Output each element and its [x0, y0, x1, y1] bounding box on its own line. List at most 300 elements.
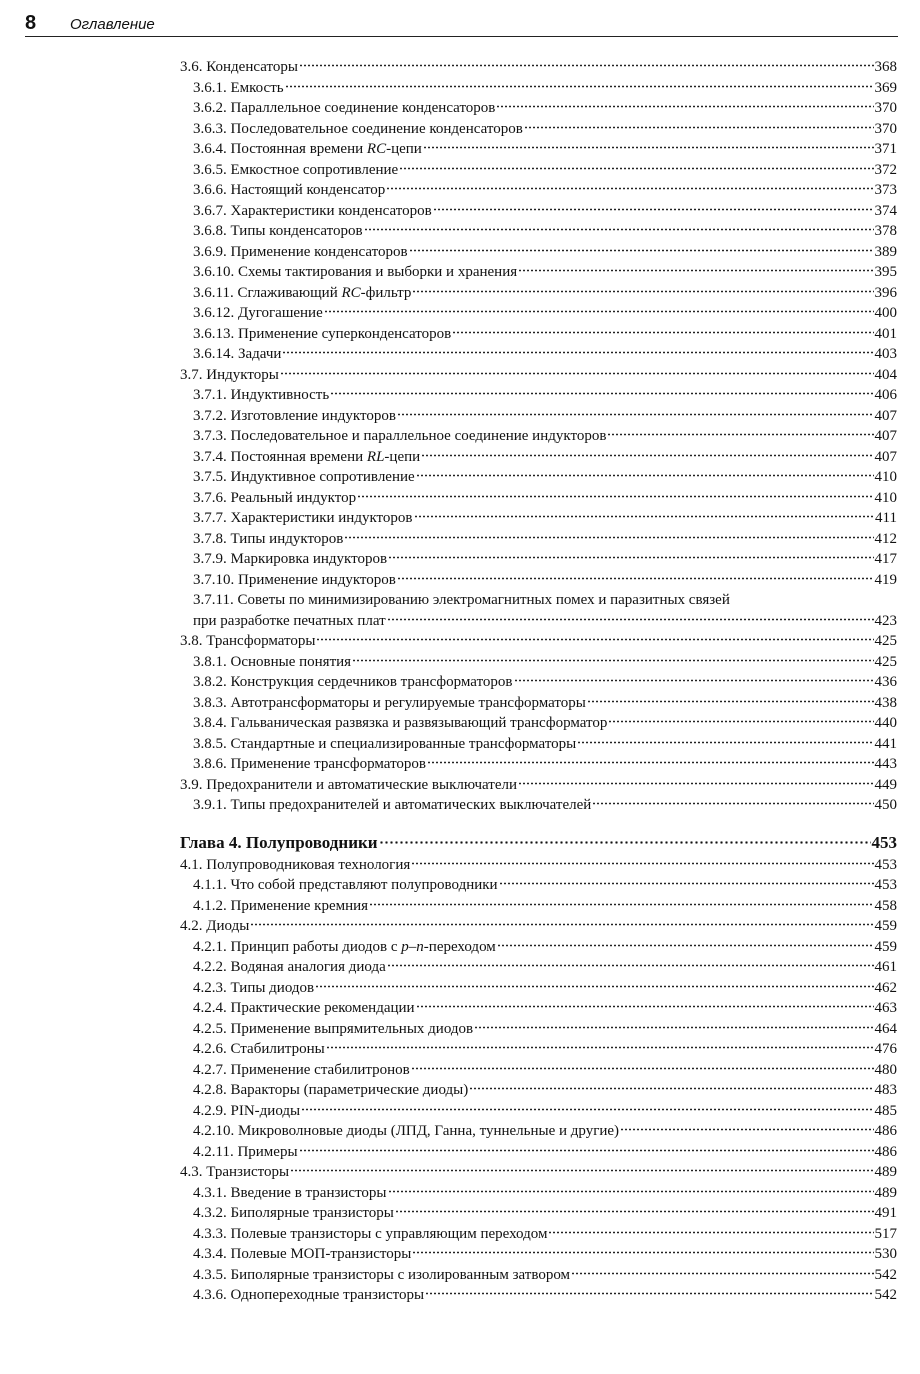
toc-subsection-entry	[180, 937, 897, 958]
toc-section-entry	[180, 855, 897, 876]
toc-page-number: 438	[874, 694, 897, 711]
toc-page-number: 480	[874, 1061, 897, 1078]
toc-subsection-entry	[180, 303, 897, 324]
toc-subsection-entry	[180, 78, 897, 99]
toc-subsection-entry	[180, 508, 897, 529]
toc-page-number: 370	[874, 120, 897, 137]
toc-entry-title-text: 3.7.10. Применение индукторов	[193, 571, 396, 588]
toc-subsection-entry	[180, 1203, 897, 1224]
toc-subsection-entry	[180, 1142, 897, 1163]
toc-page-number: 440	[874, 715, 897, 731]
toc-page-number: 453	[874, 856, 897, 873]
dot-leader	[352, 659, 873, 662]
toc-page-number: 412	[874, 530, 897, 547]
dot-leader	[514, 679, 874, 682]
toc-entry-title	[193, 693, 586, 714]
toc-entry-title	[193, 652, 351, 673]
toc-entry-title-text: 4.3.1. Введение в транзисторы	[193, 1184, 387, 1201]
toc-subsection-entry	[180, 754, 897, 775]
toc-chapter-entry	[180, 831, 897, 855]
toc-entry-title-text: 4.2.3. Типы диодов	[193, 979, 315, 996]
toc-subsection-entry	[180, 447, 897, 468]
toc-page-number: 517	[874, 1225, 897, 1242]
dot-leader	[397, 413, 874, 416]
toc-subsection-entry	[180, 998, 897, 1019]
toc-entry-title	[180, 57, 298, 78]
dot-leader	[416, 474, 874, 477]
toc-page-number: 370	[874, 100, 897, 116]
toc-section-entry	[180, 57, 897, 78]
dot-leader	[433, 208, 874, 211]
toc-page-number: 400	[874, 305, 897, 321]
toc-entry-title-text: 3.6.6. Настоящий конденсатор	[193, 182, 386, 198]
toc-subsection-entry	[180, 713, 897, 734]
dot-leader	[364, 228, 874, 231]
toc-entry-title	[193, 242, 408, 263]
page-number: 8	[25, 12, 37, 34]
toc-subsection-entry	[180, 324, 897, 345]
dot-leader	[386, 187, 873, 190]
toc-subsection-entry	[180, 180, 897, 201]
toc-page-number: 461	[874, 959, 897, 975]
toc-page-number: 542	[874, 1287, 897, 1303]
toc-page-number: 425	[874, 633, 897, 649]
toc-page-number: 453	[871, 832, 897, 852]
dot-leader	[469, 1087, 873, 1090]
toc-entry-title-text: 4.1.2. Применение кремния	[193, 897, 369, 914]
toc-page-number: 406	[874, 387, 897, 403]
dot-leader	[409, 249, 874, 252]
dot-leader	[524, 126, 874, 129]
toc-entry-title-text: Глава 4. Полупроводники	[180, 832, 378, 852]
toc-entry-title-text: 3.8. Трансформаторы	[180, 633, 316, 649]
toc-subsection-entry	[180, 611, 897, 632]
toc-entry-title	[193, 1244, 411, 1265]
toc-subsection-entry	[180, 283, 897, 304]
toc-subsection-entry	[180, 1265, 897, 1286]
toc-entry-title-text: 3.7.6. Реальный индуктор	[193, 489, 357, 506]
dot-leader	[280, 372, 874, 375]
toc-subsection-entry	[180, 98, 897, 119]
toc-subsection-entry	[180, 139, 897, 160]
toc-page-number: 458	[874, 897, 897, 914]
toc-entry-title	[193, 570, 396, 591]
dot-leader	[427, 761, 873, 764]
toc-subsection-entry	[180, 242, 897, 263]
toc-page-number: 401	[874, 325, 897, 342]
toc-page-number: 489	[874, 1184, 897, 1201]
dot-leader	[315, 985, 873, 988]
toc-entry-title-text: 3.6.5. Емкостное сопротивление	[193, 161, 399, 178]
toc-entry-title	[193, 426, 606, 447]
toc-entry-title-text: 3.8.6. Применение трансформаторов	[193, 756, 427, 772]
toc-subsection-entry	[180, 1244, 897, 1265]
toc-subsection-entry	[180, 160, 897, 181]
toc-subsection-entry	[180, 652, 897, 673]
dot-leader	[379, 841, 871, 844]
toc-page-number: 462	[874, 979, 897, 996]
dot-leader	[577, 741, 873, 744]
toc-page-number: 410	[874, 489, 897, 506]
toc-entry-title	[193, 447, 420, 468]
toc-entry-title-text: 4.2. Диоды	[180, 918, 250, 934]
toc-entry-title-text: 4.2.5. Применение выпрямительных диодов	[193, 1020, 474, 1037]
toc-entry-title-text: 4.2.10. Микроволновые диоды (ЛПД, Ганна, туннельные и другие)	[193, 1123, 620, 1139]
toc-entry-title-text: 3.6.10. Схемы тактирования и выборки и хранения	[193, 264, 518, 280]
toc-subsection-entry	[180, 957, 897, 978]
toc-page-number: 374	[874, 202, 897, 219]
dot-leader	[571, 1272, 873, 1275]
toc-entry-title-text: 4.2.11. Примеры	[193, 1143, 298, 1160]
toc-entry-title-text: 3.6.14. Задачи	[193, 346, 282, 362]
toc-entry-title-text: 3.7.7. Характеристики индукторов	[193, 510, 413, 526]
dot-leader	[425, 1292, 873, 1295]
toc-page-number: 443	[874, 756, 897, 772]
toc-entry-title	[193, 385, 329, 406]
dot-leader	[592, 802, 873, 805]
toc-page-number: 419	[874, 571, 897, 588]
toc-entry-title	[193, 508, 413, 529]
toc-entry-title	[193, 1060, 410, 1081]
toc-page-number: 491	[874, 1205, 897, 1221]
toc-entry-title	[193, 283, 411, 304]
toc-subsection-entry	[180, 1039, 897, 1060]
toc-entry-title-text: 3.8.3. Автотрансформаторы и регулируемые трансформаторы	[193, 694, 586, 711]
toc-entry-title-text: 3.6.7. Характеристики конденсаторов	[193, 202, 432, 219]
toc-subsection-entry	[180, 1224, 897, 1245]
toc-page-number: 486	[874, 1123, 897, 1139]
toc-page-number: 453	[874, 877, 897, 893]
dot-leader	[518, 269, 873, 272]
dot-leader	[344, 536, 873, 539]
toc-entry-title-text: 3.6.12. Дугогашение	[193, 305, 323, 321]
toc-entry-title	[193, 201, 432, 222]
toc-page-number: 396	[874, 284, 897, 301]
toc-page-number: 378	[874, 223, 897, 239]
toc-subsection-entry	[180, 978, 897, 999]
dot-leader	[301, 1108, 873, 1111]
toc-page-number: 450	[874, 797, 897, 813]
toc-entry-title-text: 3.9. Предохранители и автоматические выключатели	[180, 776, 518, 793]
dot-leader	[411, 1067, 874, 1070]
toc-entry-title-text: 3.8.4. Гальваническая развязка и развязывающий трансформатор	[193, 715, 608, 731]
toc-entry-title	[193, 262, 517, 283]
toc-entry-title-text: 4.3.4. Полевые МОП-транзисторы	[193, 1246, 412, 1262]
toc-entry-title-text: 3.7.5. Индуктивное сопротивление	[193, 469, 415, 485]
dot-leader	[452, 331, 873, 334]
toc-entry-title	[193, 978, 314, 999]
toc-entry-title-text: 4.2.2. Водяная аналогия диода	[193, 959, 386, 975]
toc-entry-title-text: 3.7.2. Изготовление индукторов	[193, 407, 396, 424]
toc-page-number: 407	[874, 407, 897, 424]
toc-entry-title	[193, 160, 398, 181]
toc-page-number: 485	[874, 1102, 897, 1119]
toc-entry-title-italic: p–n	[401, 938, 424, 955]
toc-entry-title	[193, 1203, 394, 1224]
toc-entry-title	[193, 221, 363, 242]
toc-entry-title-text: 3.7.8. Типы индукторов	[193, 530, 344, 547]
dot-leader	[416, 1005, 874, 1008]
toc-subsection-entry	[180, 1060, 897, 1081]
toc-entry-title	[193, 529, 343, 550]
toc-page-number: 425	[874, 653, 897, 670]
toc-subsection-entry	[180, 529, 897, 550]
toc-subsection-entry	[180, 549, 897, 570]
dot-leader	[282, 351, 873, 354]
toc-entry-title-italic: RC	[341, 284, 361, 301]
toc-entry-title	[193, 998, 415, 1019]
toc-subsection-entry	[180, 488, 897, 509]
toc-entry-title	[193, 1019, 473, 1040]
toc-page-number: 369	[874, 79, 897, 96]
toc-page-number: 371	[874, 141, 897, 157]
toc-entry-title-text: 4.3.3. Полевые транзисторы с управляющим переходом	[193, 1225, 548, 1242]
toc-subsection-entry	[180, 734, 897, 755]
toc-entry-title-text: 4.2.9. PIN-диоды	[193, 1102, 301, 1119]
toc-entry-title-text: 4.3.5. Биполярные транзисторы с изолированным затвором	[193, 1266, 571, 1283]
toc-entry-title-continuation: при разработке печатных плат	[193, 612, 386, 629]
running-header	[25, 10, 898, 37]
toc-page-number: 459	[874, 938, 897, 955]
dot-leader	[620, 1128, 873, 1131]
toc-page-number: 368	[874, 59, 897, 75]
toc-entry-title-text: 3.9.1. Типы предохранителей и автоматических выключателей	[193, 797, 592, 813]
dot-leader	[518, 782, 873, 785]
dot-leader	[369, 903, 873, 906]
toc-entry-title	[180, 916, 249, 937]
dot-leader	[411, 862, 873, 865]
toc-entry-title-text: 3.6.13. Применение суперконденсаторов	[193, 325, 452, 342]
toc-page-number: 410	[874, 469, 897, 485]
dot-leader	[324, 310, 874, 313]
running-title: Оглавление	[70, 16, 155, 33]
toc-section-entry	[180, 365, 897, 386]
toc-page-number: 404	[874, 366, 897, 383]
toc-page-number: 441	[874, 735, 897, 752]
toc-section-entry	[180, 631, 897, 652]
toc-entry-title	[193, 467, 415, 488]
toc-page-number: 476	[874, 1041, 897, 1057]
toc-entry-title	[193, 937, 496, 958]
toc-entry-title-text: 3.6.8. Типы конденсаторов	[193, 223, 363, 239]
toc-subsection-entry	[180, 672, 897, 693]
toc-subsection-entry	[180, 426, 897, 447]
toc-page-number: 407	[874, 448, 897, 465]
toc-subsection-entry	[180, 1080, 897, 1101]
toc-entry-title-text: 3.7.1. Индуктивность	[193, 387, 330, 403]
toc-page-number: 459	[874, 918, 897, 934]
toc-entry-title-text: 3.6.4. Постоянная времени	[193, 141, 367, 157]
dot-leader	[395, 1210, 874, 1213]
dot-leader	[387, 618, 874, 621]
toc-subsection-entry	[180, 262, 897, 283]
toc-entry-title	[193, 795, 591, 816]
toc-entry-title	[193, 324, 451, 345]
toc-entry-title	[193, 549, 387, 570]
dot-leader	[412, 1251, 873, 1254]
toc-entry-title-suffix: -фильтр	[360, 284, 412, 301]
dot-leader	[421, 454, 873, 457]
toc-page-number: 542	[874, 1266, 897, 1283]
dot-leader	[474, 1026, 873, 1029]
toc-subsection-entry	[180, 385, 897, 406]
toc-page-number: 407	[874, 428, 897, 444]
toc-page-number: 530	[874, 1246, 897, 1262]
dot-leader	[607, 433, 873, 436]
toc-entry-title	[193, 1121, 619, 1142]
toc-entry-title-suffix: -переходом	[423, 938, 496, 955]
toc-entry-title	[193, 1285, 424, 1306]
dot-leader	[608, 720, 873, 723]
toc-entry-title-text: 4.3.2. Биполярные транзисторы	[193, 1205, 394, 1221]
toc-page-number: 417	[874, 551, 897, 567]
toc-section-entry	[180, 1162, 897, 1183]
toc-subsection-entry	[180, 896, 897, 917]
toc-subsection-entry	[180, 201, 897, 222]
toc-entry-title-italic: RL	[366, 448, 385, 465]
toc-subsection-entry	[180, 1285, 897, 1306]
dot-leader	[290, 1169, 873, 1172]
toc-entry-title	[193, 1265, 570, 1286]
toc-page-number: 372	[874, 161, 897, 178]
toc-subsection-entry	[180, 1019, 897, 1040]
toc-entry-title-text: 4.1.1. Что собой представляют полупроводники	[193, 877, 498, 893]
toc-page-number: 463	[874, 1000, 897, 1016]
dot-leader	[414, 515, 875, 518]
toc-entry-title	[193, 875, 498, 896]
toc-entry-title-text: 3.6.2. Параллельное соединение конденсаторов	[193, 100, 496, 116]
dot-leader	[388, 1190, 874, 1193]
toc-entry-title	[180, 631, 315, 652]
toc-entry-title	[193, 672, 513, 693]
dot-leader	[412, 290, 873, 293]
toc-subsection-entry	[180, 1121, 897, 1142]
toc-section-entry	[180, 775, 897, 796]
toc-entry-title-text: 3.6.11. Сглаживающий	[193, 284, 342, 301]
dot-leader	[388, 556, 873, 559]
toc-entry-title	[193, 734, 576, 755]
toc-entry-title-text: 4.3.6. Однопереходные транзисторы	[193, 1287, 425, 1303]
toc-entry-title	[193, 180, 385, 201]
toc-page-number: 489	[874, 1164, 897, 1180]
dot-leader	[326, 1046, 874, 1049]
toc-subsection-entry	[180, 875, 897, 896]
toc-entry-title-text: 4.2.7. Применение стабилитронов	[193, 1061, 410, 1078]
toc-subsection-entry	[180, 693, 897, 714]
toc-entry-title-text: 4.3. Транзисторы	[180, 1164, 290, 1180]
toc-entry-title	[180, 1162, 289, 1183]
toc-entry-title	[193, 1080, 468, 1101]
toc-entry-title	[193, 303, 323, 324]
toc-entry-title-text: 3.6.9. Применение конденсаторов	[193, 243, 408, 260]
toc-page-number: 373	[874, 182, 897, 198]
dot-leader	[587, 700, 874, 703]
toc-entry-title	[193, 1101, 300, 1122]
dot-leader	[496, 105, 873, 108]
toc-page-number: 483	[874, 1082, 897, 1098]
toc-entry-title-text: 3.7.9. Маркировка индукторов	[193, 551, 388, 567]
toc-entry-title-text: 4.1. Полупроводниковая технология	[180, 856, 411, 873]
toc-entry-title	[193, 1224, 547, 1245]
toc-page-number: 389	[874, 243, 897, 260]
toc-page-number: 486	[874, 1143, 897, 1160]
toc-entry-title-text: 3.8.1. Основные понятия	[193, 653, 352, 670]
toc-subsection-entry	[180, 795, 897, 816]
toc-entry-title-text: 3.7.4. Постоянная времени	[193, 448, 367, 465]
dot-leader	[387, 964, 874, 967]
toc-entry-title-text: 4.2.8. Варакторы (параметрические диоды)	[193, 1082, 469, 1098]
dot-leader	[357, 495, 873, 498]
toc-page-number: 436	[874, 674, 897, 690]
toc-entry-title-text: 3.8.2. Конструкция сердечников трансформаторов	[193, 674, 513, 690]
toc-entry-title	[180, 775, 517, 796]
table-of-contents	[180, 57, 897, 1306]
toc-entry-title	[193, 754, 426, 775]
toc-entry-title-text: 3.7. Индукторы	[180, 366, 279, 383]
toc-entry-title	[193, 713, 607, 734]
toc-entry-title	[193, 344, 281, 365]
toc-entry-title	[193, 896, 368, 917]
toc-entry-title	[193, 406, 396, 427]
toc-page-number: 403	[874, 346, 897, 362]
toc-subsection-entry	[180, 467, 897, 488]
dot-leader	[316, 638, 873, 641]
dot-leader	[423, 146, 874, 149]
dot-leader	[499, 882, 874, 885]
dot-leader	[299, 64, 874, 67]
toc-entry-title	[193, 488, 356, 509]
toc-subsection-entry	[180, 1183, 897, 1204]
toc-entry-title	[180, 365, 279, 386]
toc-entry-title	[193, 1039, 325, 1060]
toc-page-number: 423	[874, 612, 897, 629]
toc-page-number: 411	[875, 510, 897, 526]
toc-subsection-entry	[180, 344, 897, 365]
toc-entry-title-suffix: -цепи	[386, 141, 422, 157]
toc-entry-title	[193, 1142, 298, 1163]
dot-leader	[548, 1231, 873, 1234]
toc-entry-title-text: 4.2.6. Стабилитроны	[193, 1041, 325, 1057]
dot-leader	[299, 1149, 874, 1152]
toc-entry-title-text: 4.2.4. Практические рекомендации	[193, 1000, 415, 1016]
toc-entry-title-text: 3.6.3. Последовательное соединение конденсаторов	[193, 120, 523, 137]
toc-entry-title	[193, 98, 495, 119]
toc-entry-title	[193, 139, 422, 160]
toc-subsection-entry	[180, 570, 897, 591]
toc-entry-title	[193, 78, 284, 99]
toc-entry-title	[193, 611, 386, 632]
toc-entry-line: 3.7.11. Советы по минимизированию электромагнитных помех и паразитных связей	[193, 592, 730, 608]
dot-leader	[285, 85, 874, 88]
dot-leader	[399, 167, 873, 170]
toc-entry-title-text: 3.7.3. Последовательное и параллельное соединение индукторов	[193, 428, 607, 444]
toc-page-number: 449	[874, 776, 897, 793]
toc-entry-title-text: 3.8.5. Стандартные и специализированные трансформаторы	[193, 735, 577, 752]
dot-leader	[397, 577, 874, 580]
dot-leader	[250, 923, 873, 926]
toc-entry-title	[193, 957, 386, 978]
toc-page-number: 464	[874, 1020, 897, 1037]
toc-subsection-entry	[180, 119, 897, 140]
toc-section-entry	[180, 916, 897, 937]
toc-entry-title	[193, 119, 523, 140]
toc-page-number: 395	[874, 264, 897, 280]
toc-entry-title-italic: RC	[366, 141, 387, 157]
toc-entry-title-text: 3.6.1. Емкость	[193, 79, 284, 96]
toc-subsection-entry	[180, 221, 897, 242]
toc-entry-title	[180, 831, 378, 855]
toc-entry-title-suffix: -цепи	[384, 448, 421, 465]
